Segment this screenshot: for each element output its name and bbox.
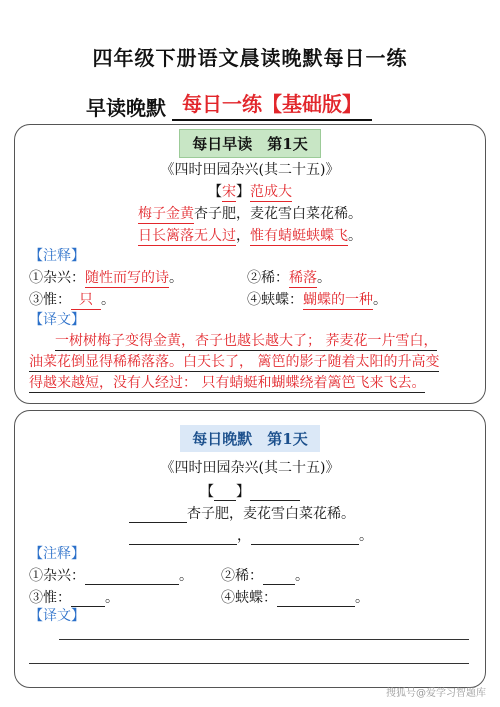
- page-title: 四年级下册语文晨读晚默每日一练: [92, 46, 408, 70]
- morning-notes-label: 【注释】: [29, 248, 85, 264]
- author-blank[interactable]: [214, 485, 236, 501]
- evening-note-1: ①杂兴： 。: [29, 568, 193, 584]
- line2-blank-a[interactable]: [129, 529, 237, 545]
- evening-notes-label: 【注释】: [29, 546, 85, 562]
- note4-blank[interactable]: [277, 591, 355, 607]
- morning-reading-card: [14, 124, 486, 404]
- author-name: 范成大: [250, 184, 292, 200]
- evening-author: 【 】: [15, 481, 485, 501]
- author-name-blank[interactable]: [250, 485, 300, 501]
- morning-poem-title: 《四时田园杂兴(其二十五)》: [160, 162, 340, 178]
- morning-header: 每日早读 第1天: [15, 129, 485, 158]
- morning-author: 【宋】范成大: [208, 184, 292, 200]
- evening-header: 每日晚默 第1天: [15, 425, 485, 452]
- evening-poem-title: 《四时田园杂兴(其二十五)》: [160, 460, 340, 476]
- line1-blank[interactable]: [129, 507, 187, 523]
- evening-poem-line-2: ， 。: [129, 525, 373, 545]
- morning-poem-line-1: 梅子金黄杏子肥，麦花雪白菜花稀。: [138, 206, 362, 222]
- evening-poem-line-1: 杏子肥，麦花雪白菜花稀。: [129, 503, 355, 523]
- morning-poem-line-2: 日长篱落无人过，惟有蜻蜓蛱蝶飞。: [138, 228, 362, 244]
- morning-translation-2: 油菜花倒显得稀稀落落。白天长了， 篱笆的影子随着太阳的升高变: [29, 351, 439, 372]
- watermark: 搜狐号@爱学习智题库: [386, 688, 486, 699]
- evening-recitation-card: [14, 410, 486, 688]
- evening-note-3: ③惟： 。: [29, 590, 119, 606]
- evening-note-4: ④蛱蝶： 。: [221, 590, 369, 606]
- translation-blank-2[interactable]: [29, 663, 469, 664]
- evening-note-2: ②稀： 。: [221, 568, 309, 584]
- note1-blank[interactable]: [85, 569, 179, 585]
- morning-note-3: ③惟： 只 。: [29, 292, 115, 308]
- translation-blank-1[interactable]: [59, 639, 469, 640]
- author-dynasty: 宋: [222, 184, 236, 200]
- morning-translation-3: 得越来越短，没有人经过： 只有蜻蜓和蝴蝶绕着篱笆飞来飞去。: [29, 372, 425, 393]
- line2-blank-b[interactable]: [251, 529, 359, 545]
- evening-translation-label: 【译文】: [29, 608, 85, 624]
- note2-blank[interactable]: [263, 569, 295, 585]
- subtitle: [86, 88, 372, 121]
- morning-translation-label: 【译文】: [29, 312, 85, 328]
- morning-note-2: ②稀：稀落。: [247, 270, 331, 286]
- morning-translation-1: 一树树梅子变得金黄，杏子也越长越大了； 荞麦花一片雪白，: [55, 330, 437, 351]
- subtitle-left: 早读晚默: [86, 96, 166, 120]
- morning-note-4: ④蛱蝶：蝴蝶的一种。: [247, 292, 387, 308]
- morning-note-1: ①杂兴：随性而写的诗。: [29, 270, 183, 286]
- subtitle-right: 每日一练【基础版】: [172, 88, 372, 121]
